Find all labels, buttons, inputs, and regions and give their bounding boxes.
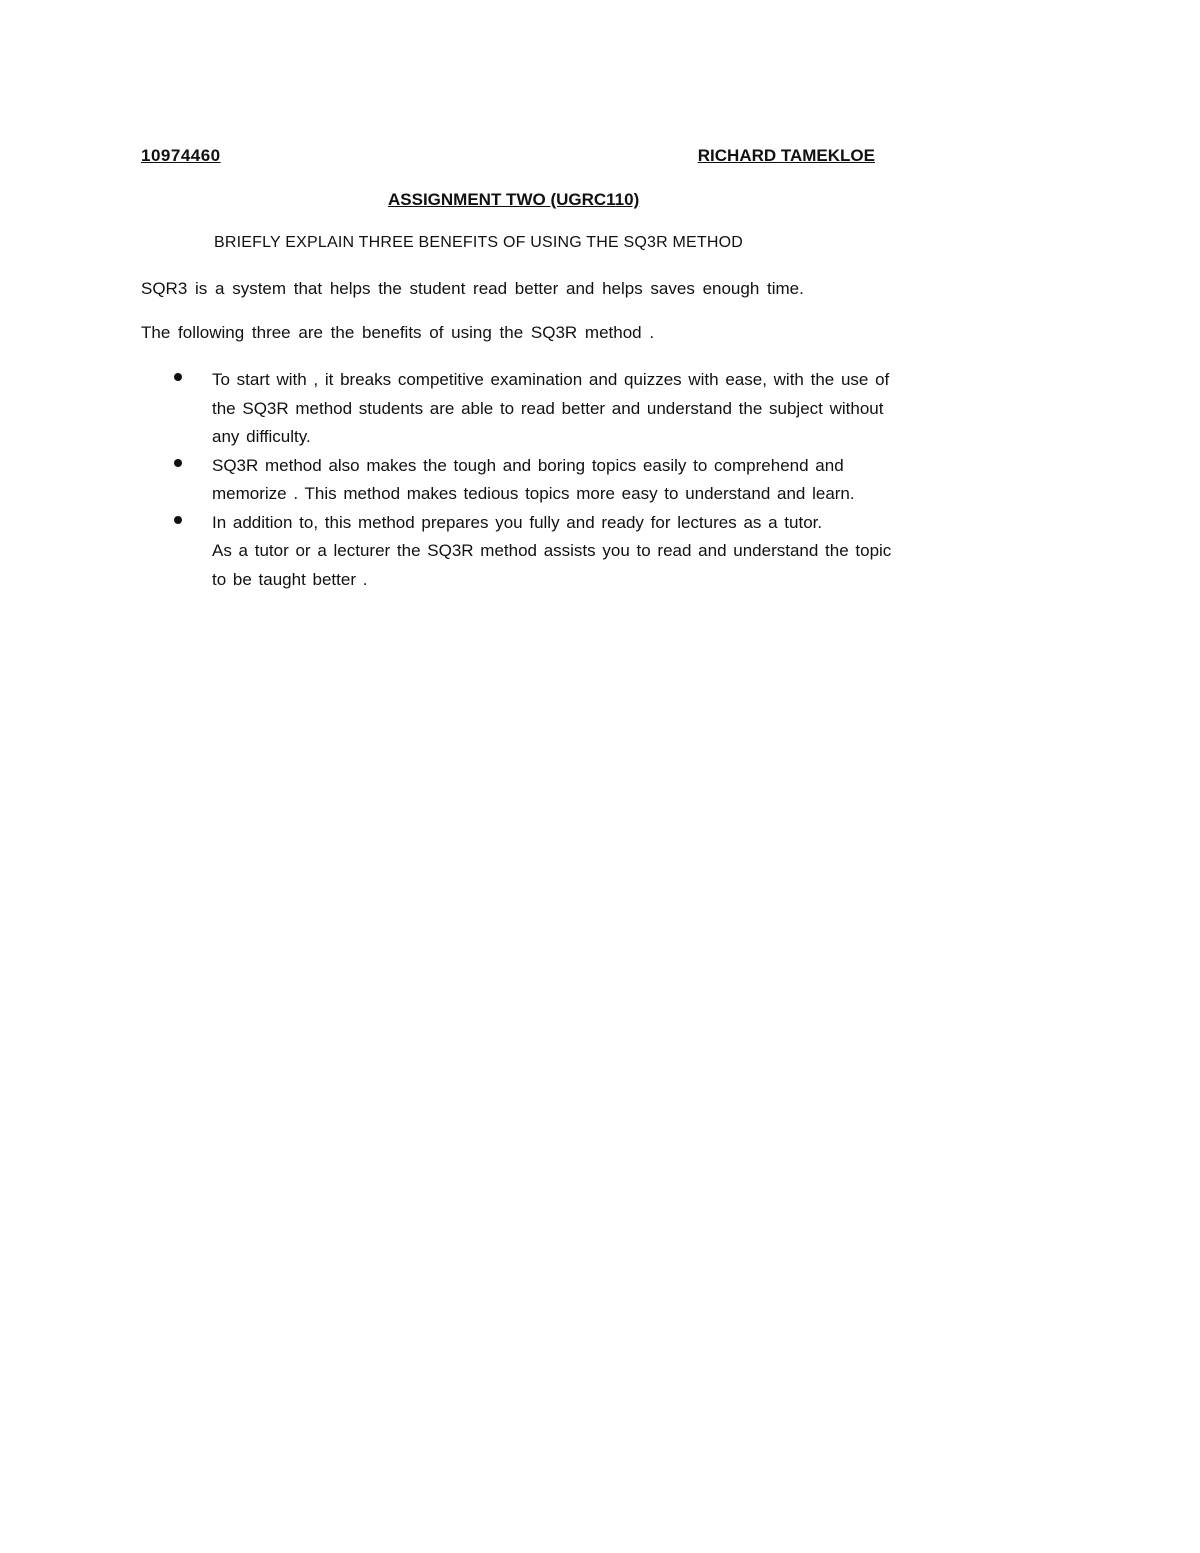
list-item <box>170 452 1070 509</box>
list-item-line: SQ3R method also makes the tough and boring topics easily to comprehend and <box>212 455 844 475</box>
student-id: 10974460 <box>141 146 221 165</box>
lead-paragraph: The following three are the benefits of using the SQ3R method . <box>141 323 655 342</box>
list-item-line: To start with , it breaks competitive examination and quizzes with ease, with the use of <box>212 370 890 389</box>
list-item <box>170 366 1070 452</box>
bullet-dot-icon <box>174 373 182 381</box>
bullet-dot-icon <box>174 516 182 524</box>
header-row <box>141 146 875 170</box>
list-item-line: In addition to, this method prepares you fully and ready for lectures as a tutor. <box>212 512 823 532</box>
list-item-line: any difficulty. <box>212 427 311 446</box>
list-item <box>170 509 1070 595</box>
intro-paragraph: SQR3 is a system that helps the student read better and helps saves enough time. <box>141 279 804 298</box>
assignment-title: ASSIGNMENT TWO (UGRC110) <box>388 190 640 209</box>
list-item-line: to be taught better . <box>212 569 368 589</box>
question-text: BRIEFLY EXPLAIN THREE BENEFITS OF USING THE SQ3R METHOD <box>214 234 744 251</box>
bullet-dot-icon <box>174 459 182 467</box>
benefits-list <box>170 366 1070 594</box>
student-name: RICHARD TAMEKLOE <box>697 146 875 165</box>
list-item-line: memorize . This method makes tedious topics more easy to understand and learn. <box>212 484 855 503</box>
list-item-line: As a tutor or a lecturer the SQ3R method assists you to read and understand the topic <box>212 541 892 560</box>
list-item-line: the SQ3R method students are able to read better and understand the subject without <box>212 398 884 418</box>
